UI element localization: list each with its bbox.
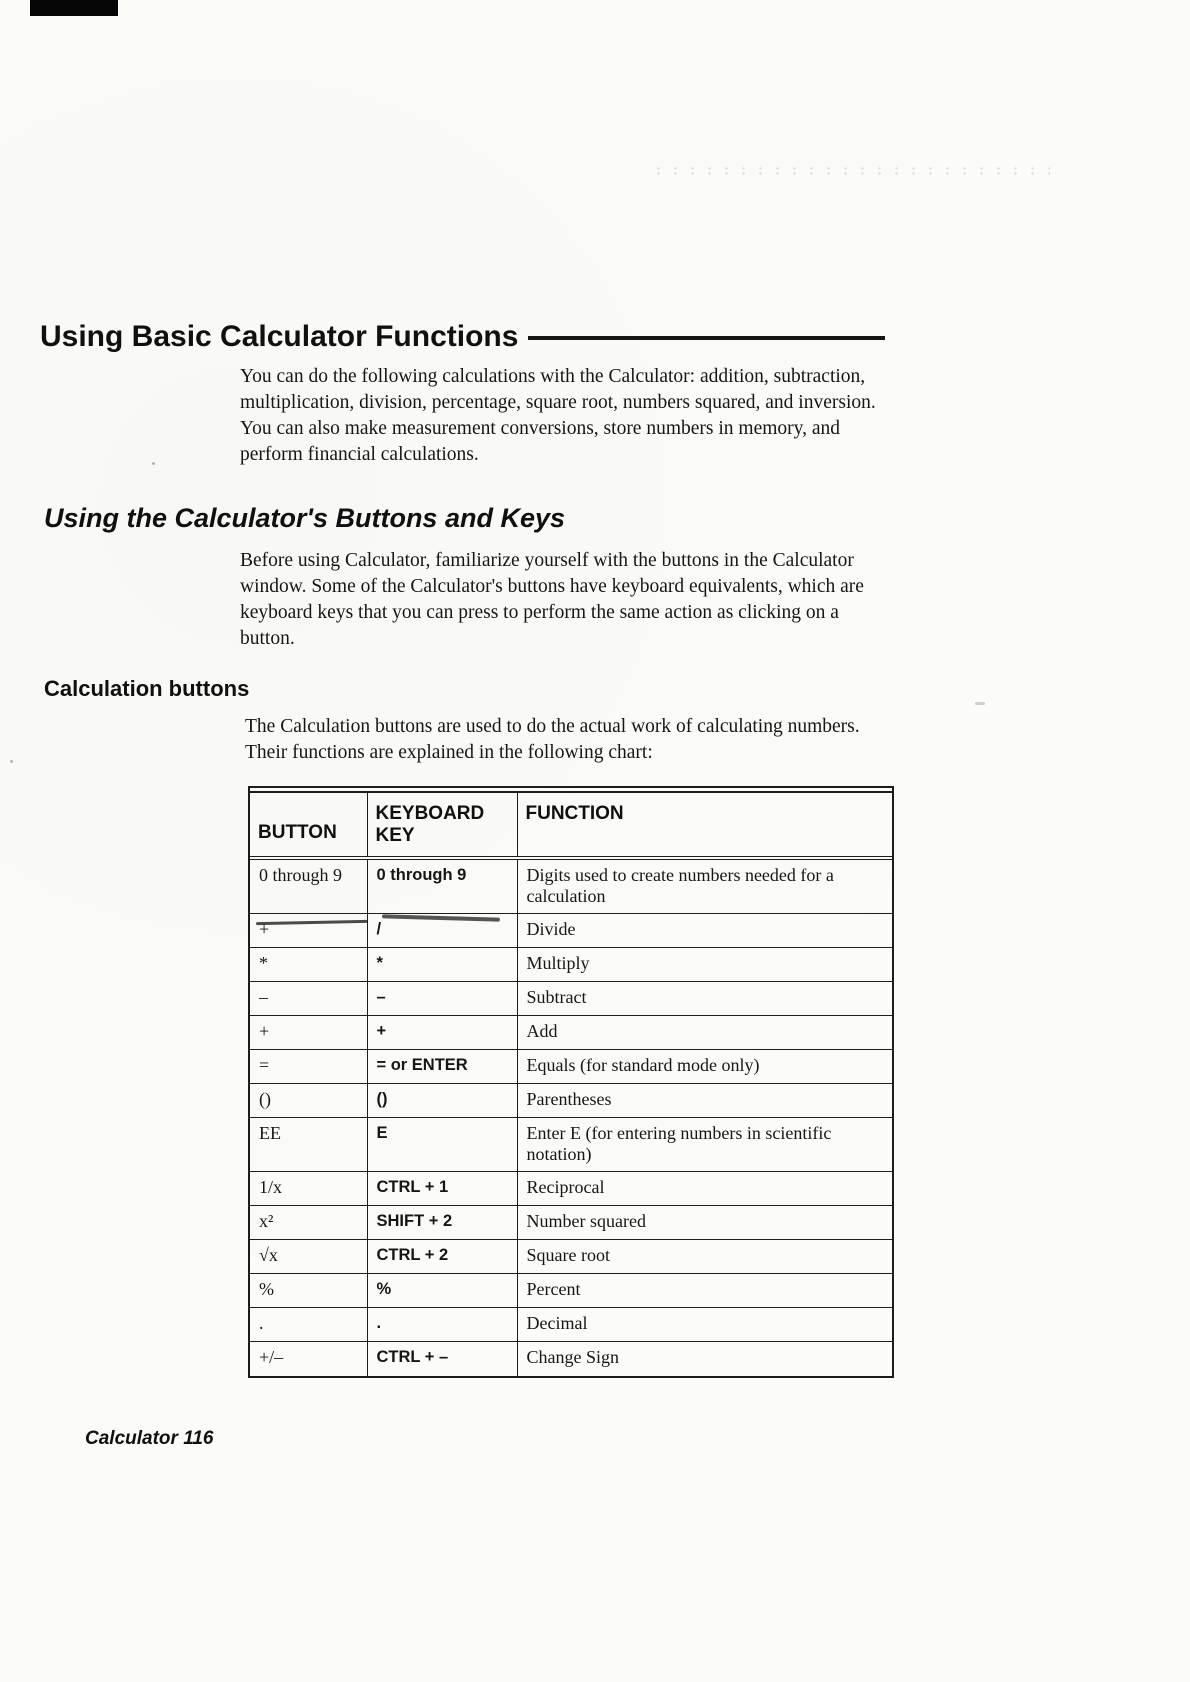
cell-keyboard-key: () bbox=[367, 1084, 517, 1118]
scan-speck bbox=[10, 760, 13, 763]
cell-button: = bbox=[250, 1050, 367, 1084]
column-header-keyboard-key: KEYBOARD KEY bbox=[367, 792, 517, 858]
table-header-row bbox=[250, 792, 892, 858]
page-footer: Calculator 116 bbox=[85, 1428, 214, 1449]
cell-button: 1/x bbox=[250, 1172, 367, 1206]
table-row-1 bbox=[250, 858, 892, 914]
cell-keyboard-key: SHIFT + 2 bbox=[367, 1206, 517, 1240]
scan-noise bbox=[650, 166, 1050, 176]
table-body bbox=[250, 858, 892, 1376]
table-row-4 bbox=[250, 982, 892, 1016]
cell-function: Number squared bbox=[517, 1206, 892, 1240]
cell-keyboard-key: + bbox=[367, 1016, 517, 1050]
cell-function: Enter E (for entering numbers in scientific notation) bbox=[517, 1118, 892, 1172]
table-row-13 bbox=[250, 1308, 892, 1342]
cell-button: + bbox=[250, 914, 367, 948]
calculation-buttons-table bbox=[248, 786, 894, 1378]
cell-keyboard-key: 0 through 9 bbox=[367, 858, 517, 914]
cell-keyboard-key: – bbox=[367, 982, 517, 1016]
cell-button: * bbox=[250, 948, 367, 982]
cell-keyboard-key: / bbox=[367, 914, 517, 948]
buttons-and-keys-paragraph: Before using Calculator, familiarize yourself with the buttons in the Calculator window. Some of the Calculator's buttons have keyboard equivalents, which are keyboard keys that you can press to perform the same action as clicking on a button. bbox=[240, 550, 864, 649]
calculation-buttons-table-grid bbox=[250, 791, 892, 1376]
table-row-11 bbox=[250, 1240, 892, 1274]
cell-function: Equals (for standard mode only) bbox=[517, 1050, 892, 1084]
cell-keyboard-key: . bbox=[367, 1308, 517, 1342]
cell-button: () bbox=[250, 1084, 367, 1118]
cell-function: Percent bbox=[517, 1274, 892, 1308]
cell-button: – bbox=[250, 982, 367, 1016]
cell-keyboard-key: * bbox=[367, 948, 517, 982]
calculation-buttons-paragraph: The Calculation buttons are used to do the actual work of calculating numbers. Their functions are explained in the following chart: bbox=[245, 716, 860, 763]
cell-keyboard-key: CTRL + 2 bbox=[367, 1240, 517, 1274]
cell-function: Divide bbox=[517, 914, 892, 948]
cell-function: Subtract bbox=[517, 982, 892, 1016]
cell-keyboard-key: = or ENTER bbox=[367, 1050, 517, 1084]
cell-function: Add bbox=[517, 1016, 892, 1050]
scan-speck bbox=[975, 702, 985, 705]
cell-button: + bbox=[250, 1016, 367, 1050]
scan-artifact-corner bbox=[30, 0, 118, 16]
cell-button: 0 through 9 bbox=[250, 858, 367, 914]
cell-button: +/– bbox=[250, 1342, 367, 1376]
table-row-9 bbox=[250, 1172, 892, 1206]
section-title-buttons-and-keys: Using the Calculator's Buttons and Keys bbox=[44, 503, 566, 533]
main-heading-row bbox=[40, 320, 885, 354]
cell-keyboard-key: E bbox=[367, 1118, 517, 1172]
table-row-14 bbox=[250, 1342, 892, 1376]
intro-paragraph: You can do the following calculations with the Calculator: addition, subtraction, multiplication, division, percentage, square root, numbers squared, and inversion. You can also make measurement conversions, store numbers in memory, and perform financial calculations. bbox=[240, 366, 876, 465]
column-header-button: BUTTON bbox=[250, 792, 367, 858]
cell-button: EE bbox=[250, 1118, 367, 1172]
cell-button: % bbox=[250, 1274, 367, 1308]
section-title-calculation-buttons: Calculation buttons bbox=[44, 676, 250, 701]
table-row-8 bbox=[250, 1118, 892, 1172]
table-row-3 bbox=[250, 948, 892, 982]
table-row-2 bbox=[250, 914, 892, 948]
table-row-6 bbox=[250, 1050, 892, 1084]
cell-function: Reciprocal bbox=[517, 1172, 892, 1206]
cell-function: Parentheses bbox=[517, 1084, 892, 1118]
table-row-12 bbox=[250, 1274, 892, 1308]
cell-function: Decimal bbox=[517, 1308, 892, 1342]
scan-speck bbox=[152, 462, 155, 465]
cell-function: Change Sign bbox=[517, 1342, 892, 1376]
table-row-7 bbox=[250, 1084, 892, 1118]
cell-function: Multiply bbox=[517, 948, 892, 982]
cell-keyboard-key: CTRL + – bbox=[367, 1342, 517, 1376]
column-header-function: FUNCTION bbox=[517, 792, 892, 858]
heading-rule bbox=[528, 336, 885, 340]
table-row-10 bbox=[250, 1206, 892, 1240]
cell-button: x² bbox=[250, 1206, 367, 1240]
cell-button: √x bbox=[250, 1240, 367, 1274]
cell-function: Square root bbox=[517, 1240, 892, 1274]
cell-keyboard-key: CTRL + 1 bbox=[367, 1172, 517, 1206]
page-title: Using Basic Calculator Functions bbox=[40, 320, 519, 353]
cell-function: Digits used to create numbers needed for a calculation bbox=[517, 858, 892, 914]
cell-button: . bbox=[250, 1308, 367, 1342]
table-row-5 bbox=[250, 1016, 892, 1050]
cell-keyboard-key: % bbox=[367, 1274, 517, 1308]
